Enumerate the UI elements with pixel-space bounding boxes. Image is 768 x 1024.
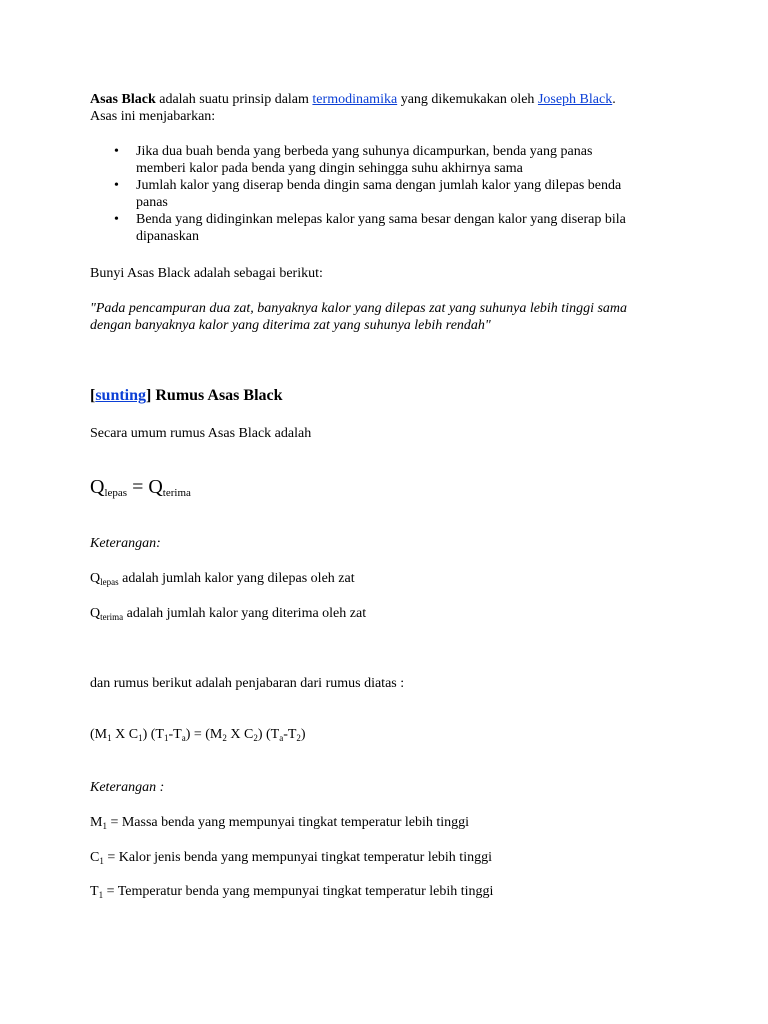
definition-lepas: $Q_{lepas}$ adalah jumlah kalor yang dilepas oleh zat [90, 571, 355, 587]
variable-definition: $M_1$ = Massa benda yang mempunyai tingkat temperatur lebih tinggi [90, 815, 470, 831]
variable-definition: $C_1$ = Kalor jenis benda yang mempunyai tingkat temperatur lebih tinggi [90, 850, 492, 866]
list-item: • Jumlah kalor yang diserap benda dingin sama dengan jumlah kalor yang dilepas benda panas [114, 178, 622, 210]
keterangan-label-2: Keterangan : [90, 780, 165, 795]
principle-list [90, 143, 670, 245]
termodinamika-link[interactable]: termodinamika [312, 92, 398, 107]
bullet-icon: • [114, 144, 119, 159]
keterangan-label: Keterangan: [90, 536, 161, 551]
bullet-icon: • [114, 178, 119, 193]
quote-text: "Pada pencampuran dua zat, banyaknya kalor yang dilepas zat yang suhunya lebih tinggi sama dengan banyaknya kalor yang diterima zat yang suhunya lebih rendah" [90, 301, 628, 333]
dan-text: dan rumus berikut adalah penjabaran dari rumus diatas : [90, 676, 405, 691]
list-item: • Benda yang didinginkan melepas kalor yang sama besar dengan kalor yang diserap bila dipanaskan [114, 212, 626, 244]
bullet-icon: • [114, 212, 119, 227]
term-bold: Asas Black [90, 92, 156, 107]
definition-terima: $Q_{terima}$ adalah jumlah kalor yang diterima oleh zat [90, 606, 367, 622]
variable-definition: $T_1$ = Temperatur benda yang mempunyai tingkat temperatur lebih tinggi [90, 884, 494, 900]
sunting-link[interactable]: sunting [95, 387, 147, 404]
expanded-formula: ($M_1$ X $C_1$) $(T_1-T_a) = (M_2$ X $C_2$) $(T_a-T_2)$ [90, 727, 306, 743]
list-item: • Jika dua buah benda yang berbeda yang suhunya dicampurkan, benda yang panas memberi kalor pada benda yang dingin sehingga suhu akhirnya sama [114, 144, 593, 176]
intro-paragraph: Asas Black adalah suatu prinsip dalam termodinamika yang dikemukakan oleh Joseph Black. Asas ini menjabarkan: [90, 91, 690, 125]
main-formula: $Q_{lepas} = Q_{terima}$ [90, 476, 191, 499]
section-heading: [sunting] Rumus Asas Black [90, 387, 283, 404]
intro-line2: Asas ini menjabarkan: [90, 109, 216, 124]
joseph-black-link[interactable]: Joseph Black [537, 92, 613, 107]
secara-text: Secara umum rumus Asas Black adalah [90, 426, 312, 441]
bunyi-text: Bunyi Asas Black adalah sebagai berikut: [90, 266, 323, 281]
